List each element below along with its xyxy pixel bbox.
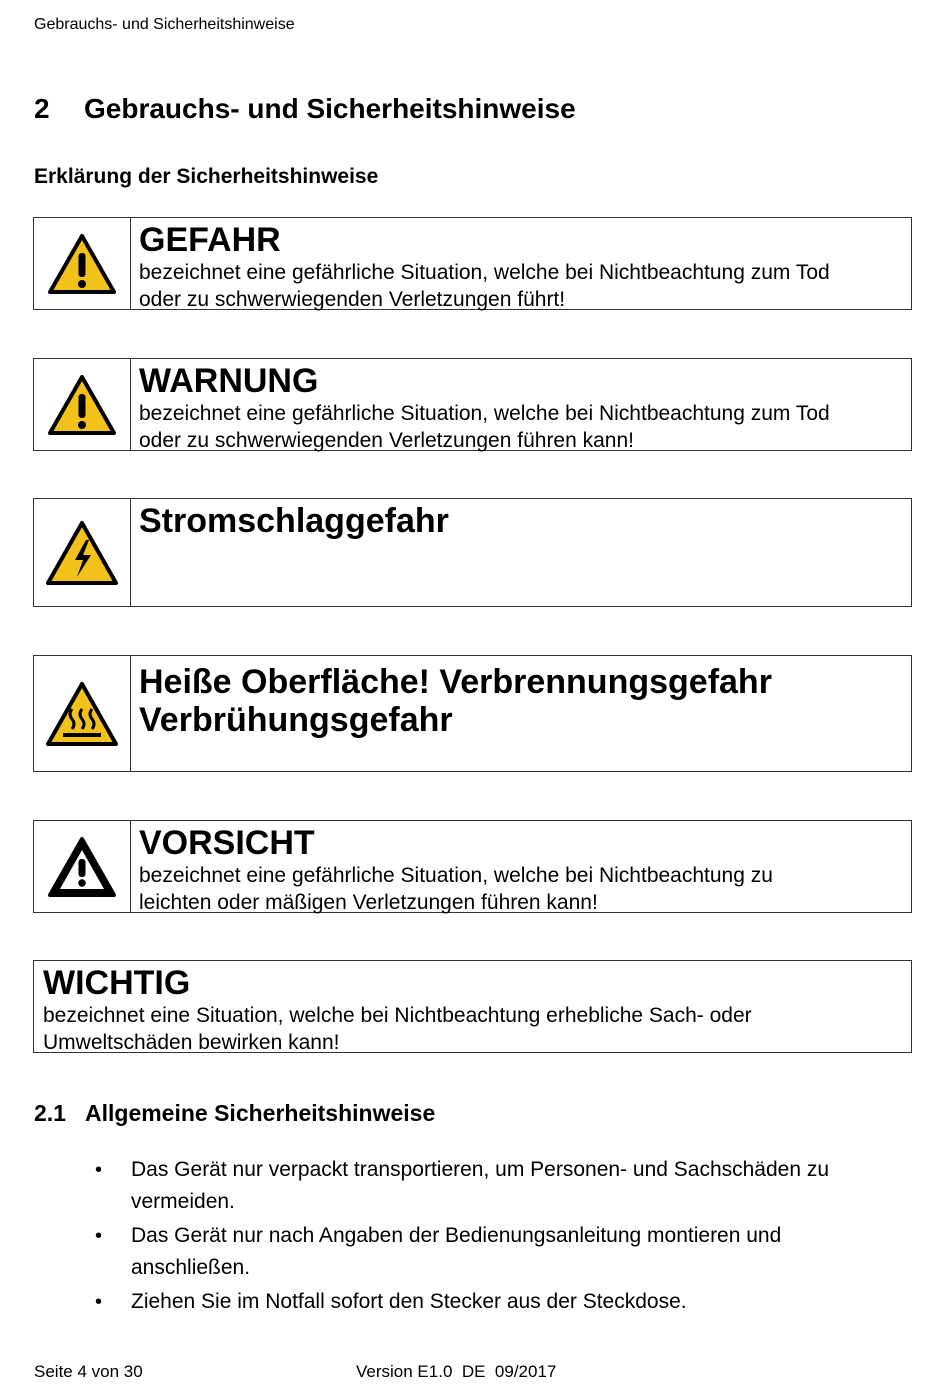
notice-desc-line: bezeichnet eine gefährliche Situation, welche bei Nichtbeachtung zum Tod	[139, 402, 830, 425]
notice-hot-surface	[33, 655, 912, 772]
list-item-line: vermeiden.	[131, 1190, 235, 1213]
section-number: 2	[34, 93, 50, 124]
bullet-icon: •	[95, 1291, 103, 1313]
notice-desc-line: oder zu schwerwiegenden Verletzungen führen kann!	[139, 429, 634, 452]
section-heading	[34, 93, 576, 125]
subsection-title: Allgemeine Sicherheitshinweise	[85, 1100, 436, 1126]
notice-title: VORSICHT	[139, 824, 315, 862]
notice-title-line-2: Verbrühungsgefahr	[139, 701, 453, 739]
notice-desc-line: Umweltschäden bewirken kann!	[43, 1031, 340, 1054]
subsection-heading	[34, 1100, 435, 1127]
list-item	[95, 1154, 915, 1218]
caution-exclamation-black-icon	[47, 836, 117, 898]
notice-desc-line: bezeichnet eine gefährliche Situation, welche bei Nichtbeachtung zu	[139, 864, 773, 887]
subsection-number: 2.1	[34, 1100, 66, 1126]
bullet-icon: •	[95, 1225, 103, 1247]
list-item	[95, 1220, 915, 1284]
warning-exclamation-yellow-icon	[47, 233, 117, 295]
notice-warning	[33, 358, 912, 451]
notice-icon-cell	[34, 656, 131, 771]
page-number: Seite 4 von 30	[34, 1362, 143, 1381]
list-item-line: anschließen.	[131, 1256, 251, 1279]
notice-title: Heiße Oberfläche! Verbrennungsgefahr	[139, 663, 772, 701]
subheading: Erklärung der Sicherheitshinweise	[34, 165, 379, 188]
notice-title: WICHTIG	[43, 964, 191, 1002]
list-item-line: Ziehen Sie im Notfall sofort den Stecker aus der Steckdose.	[131, 1290, 687, 1313]
hot-surface-warning-icon	[45, 681, 119, 747]
notice-desc-line: oder zu schwerwiegenden Verletzungen führt!	[139, 288, 566, 311]
running-header: Gebrauchs- und Sicherheitshinweise	[34, 16, 295, 33]
notice-icon-cell	[34, 499, 131, 606]
warning-exclamation-yellow-icon	[47, 374, 117, 436]
notice-danger	[33, 217, 912, 310]
notice-desc-line: leichten oder mäßigen Verletzungen führen kann!	[139, 891, 598, 914]
list-item-line: Das Gerät nur verpackt transportieren, um Personen- und Sachschäden zu	[131, 1158, 830, 1181]
electric-shock-warning-icon	[45, 520, 119, 586]
notice-desc-line: bezeichnet eine Situation, welche bei Nichtbeachtung erhebliche Sach- oder	[43, 1004, 752, 1027]
bullet-icon: •	[95, 1159, 103, 1181]
list-item-line: Das Gerät nur nach Angaben der Bedienungsanleitung montieren und	[131, 1224, 782, 1247]
notice-title: WARNUNG	[139, 362, 319, 400]
safety-list	[95, 1154, 915, 1320]
notice-icon-cell	[34, 359, 131, 450]
notice-electric-shock	[33, 498, 912, 607]
notice-title: GEFAHR	[139, 221, 281, 259]
notice-icon-cell	[34, 821, 131, 912]
notice-title: Stromschlaggefahr	[139, 502, 449, 540]
notice-important	[33, 960, 912, 1053]
list-item	[95, 1286, 915, 1318]
section-title: Gebrauchs- und Sicherheitshinweise	[84, 93, 576, 124]
version-info: Version E1.0 DE 09/2017	[356, 1362, 557, 1381]
notice-icon-cell	[34, 218, 131, 309]
notice-desc-line: bezeichnet eine gefährliche Situation, welche bei Nichtbeachtung zum Tod	[139, 261, 830, 284]
notice-caution	[33, 820, 912, 913]
